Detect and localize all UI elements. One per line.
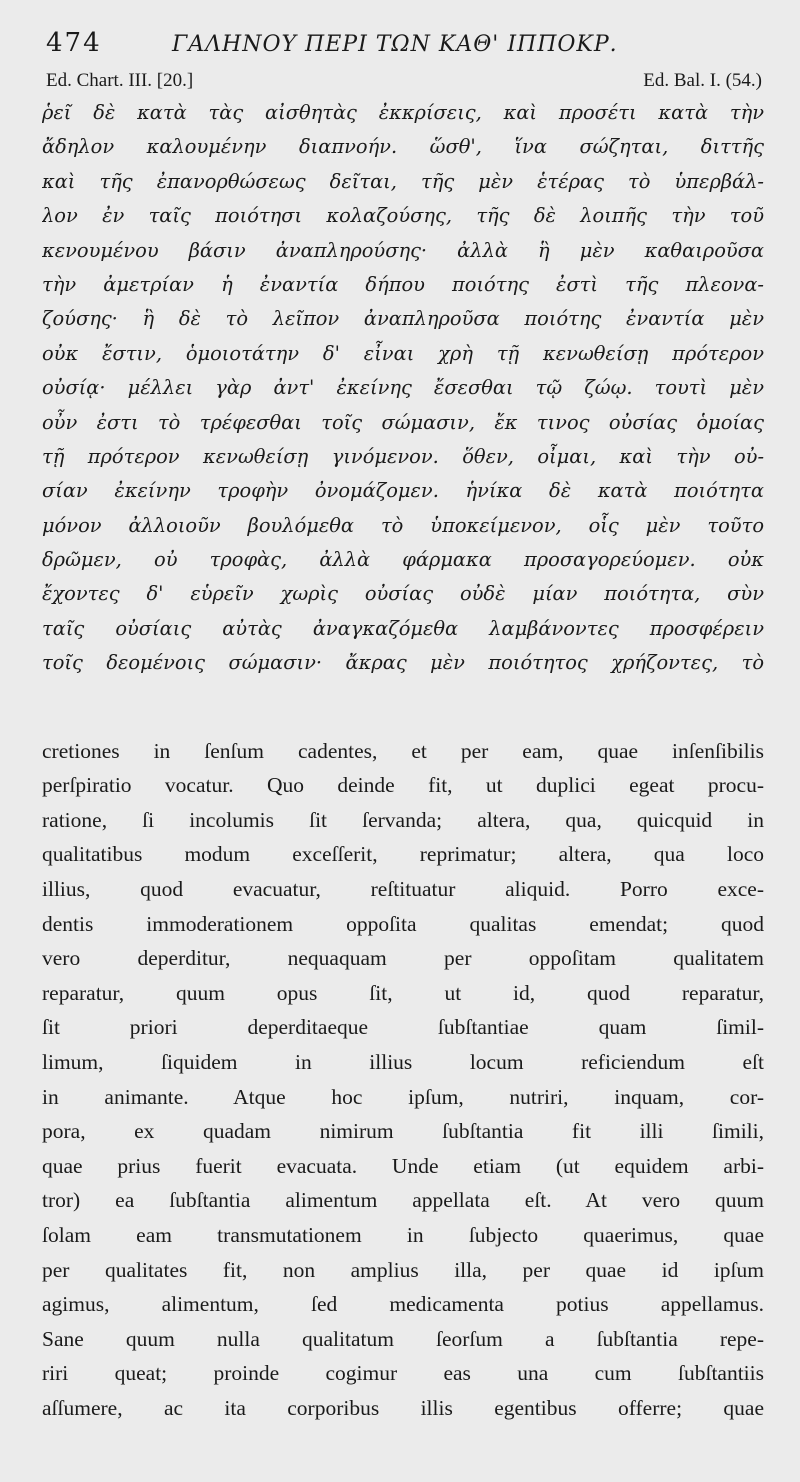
greek-text-line: μόνον ἀλλοιοῦν βουλόμεθα τὸ ὑποκείμενον, οἷς μὲν τοῦτο (42, 513, 764, 537)
latin-text-line: riri queat; proinde cogimur eas una cum ſubſtantiis (42, 1361, 764, 1386)
latin-text-line: qualitatibus modum exceſſerit, reprimatur; altera, qua loco (42, 842, 764, 867)
latin-text-line: per qualitates fit, non amplius illa, per quae id ipſum (42, 1257, 764, 1282)
latin-text-line: dentis immoderationem oppoſita qualitas emendat; quod (42, 911, 764, 936)
latin-text-line: tror) ea ſubſtantia alimentum appellata eſt. At vero quum (42, 1188, 764, 1213)
latin-text-line: quae prius fuerit evacuata. Unde etiam (ut equidem arbi- (42, 1153, 764, 1178)
greek-text-line: τοῖς δεομένοις σώμασιν· ἄκρας μὲν ποιότητος χρήζοντες, τὸ (42, 651, 764, 675)
running-title: ΓΑΛΗΝΟΥ ΠΕΡΙ ΤΩΝ ΚΑΘ' ΙΠΠΟΚΡ. (172, 32, 618, 57)
greek-text (42, 96, 764, 681)
greek-text-line: οὐκ ἔστιν, ὁμοιοτάτην δ' εἶναι χρὴ τῇ κενωθείσῃ πρότερον (42, 341, 764, 365)
greek-text-line: ῥεῖ δὲ κατὰ τὰς αἰσθητὰς ἐκκρίσεις, καὶ προσέτι κατὰ τὴν (42, 101, 764, 124)
greek-text-line: οὖν ἐστι τὸ τρέφεσθαι τοῖς σώμασιν, ἔκ τινος οὐσίας ὁμοίας (42, 410, 764, 434)
edition-references (42, 68, 764, 96)
latin-text-line: agimus, alimentum, ſed medicamenta potius appellamus. (42, 1292, 764, 1317)
latin-text-line: ſolam eam transmutationem in ſubjecto quaerimus, quae (42, 1222, 764, 1247)
latin-text-line: reparatur, quum opus ſit, ut id, quod reparatur, (42, 980, 764, 1005)
greek-text-line: κενουμένου βάσιν ἀναπληρούσης· ἀλλὰ ἣ μὲν καθαιροῦσα (42, 238, 764, 262)
latin-text-line: vero deperditur, nequaquam per oppoſitam qualitatem (42, 946, 764, 971)
greek-text-line: ἄδηλον καλουμένην διαπνοήν. ὥσθ', ἵνα σώζηται, διττῆς (42, 135, 764, 159)
greek-text-line: δρῶμεν, οὐ τροφὰς, ἀλλὰ φάρμακα προσαγορεύομεν. οὐκ (42, 548, 764, 572)
latin-text-line: pora, ex quadam nimirum ſubſtantia fit illi ſimili, (42, 1119, 764, 1144)
page-number: 474 (46, 28, 102, 58)
latin-text-line: in animante. Atque hoc ipſum, nutriri, inquam, cor- (42, 1084, 764, 1109)
greek-text-line: ἔχοντες δ' εὑρεῖν χωρὶς οὐσίας οὐδὲ μίαν ποιότητα, σὺν (42, 582, 764, 606)
greek-text-line: ζούσης· ἣ δὲ τὸ λεῖπον ἀναπληροῦσα ποιότης ἐναντία μὲν (42, 307, 764, 331)
greek-text-line: ταῖς οὐσίαις αὐτὰς ἀναγκαζόμεθα λαμβάνοντες προσφέρειν (42, 616, 764, 640)
greek-text-line: καὶ τῆς ἐπανορθώσεως δεῖται, τῆς μὲν ἑτέρας τὸ ὑπερβάλ- (42, 169, 764, 193)
latin-text (42, 734, 764, 1426)
latin-text-line: cretiones in ſenſum cadentes, et per eam, quae inſenſibilis (42, 738, 764, 763)
greek-text-line: τὴν ἀμετρίαν ἡ ἐναντία δήπου ποιότης ἐστὶ τῆς πλεονα- (42, 272, 764, 296)
latin-text-line: ratione, ſi incolumis ſit ſervanda; altera, qua, quicquid in (42, 807, 764, 832)
latin-text-line: aſſumere, ac ita corporibus illis egentibus offerre; quae (42, 1395, 764, 1420)
latin-text-line: illius, quod evacuatur, reſtituatur aliquid. Porro exce- (42, 877, 764, 902)
edition-chartier: Ed. Chart. III. [20.] (46, 70, 194, 91)
edition-basel: Ed. Bal. I. (54.) (643, 70, 762, 91)
page-header (42, 24, 764, 68)
greek-text-line: τῇ πρότερον κενωθείσῃ γινόμενον. ὅθεν, οἶμαι, καὶ τὴν οὐ- (42, 444, 764, 468)
latin-text-line: limum, ſiquidem in illius locum reficiendum eſt (42, 1049, 764, 1074)
greek-text-line: λον ἐν ταῖς ποιότησι κολαζούσης, τῆς δὲ λοιπῆς τὴν τοῦ (42, 204, 764, 228)
latin-text-line: Sane quum nulla qualitatum ſeorſum a ſubſtantia repe- (42, 1326, 764, 1351)
latin-text-line: ſit priori deperditaeque ſubſtantiae quam ſimil- (42, 1015, 764, 1040)
greek-text-line: οὐσίᾳ· μέλλει γὰρ ἀντ' ἐκείνης ἔσεσθαι τῷ ζώῳ. τουτὶ μὲν (42, 376, 764, 400)
latin-text-line: perſpiratio vocatur. Quo deinde fit, ut duplici egeat procu- (42, 773, 764, 798)
greek-text-line: σίαν ἐκείνην τροφὴν ὀνομάζομεν. ἡνίκα δὲ κατὰ ποιότητα (42, 479, 764, 503)
